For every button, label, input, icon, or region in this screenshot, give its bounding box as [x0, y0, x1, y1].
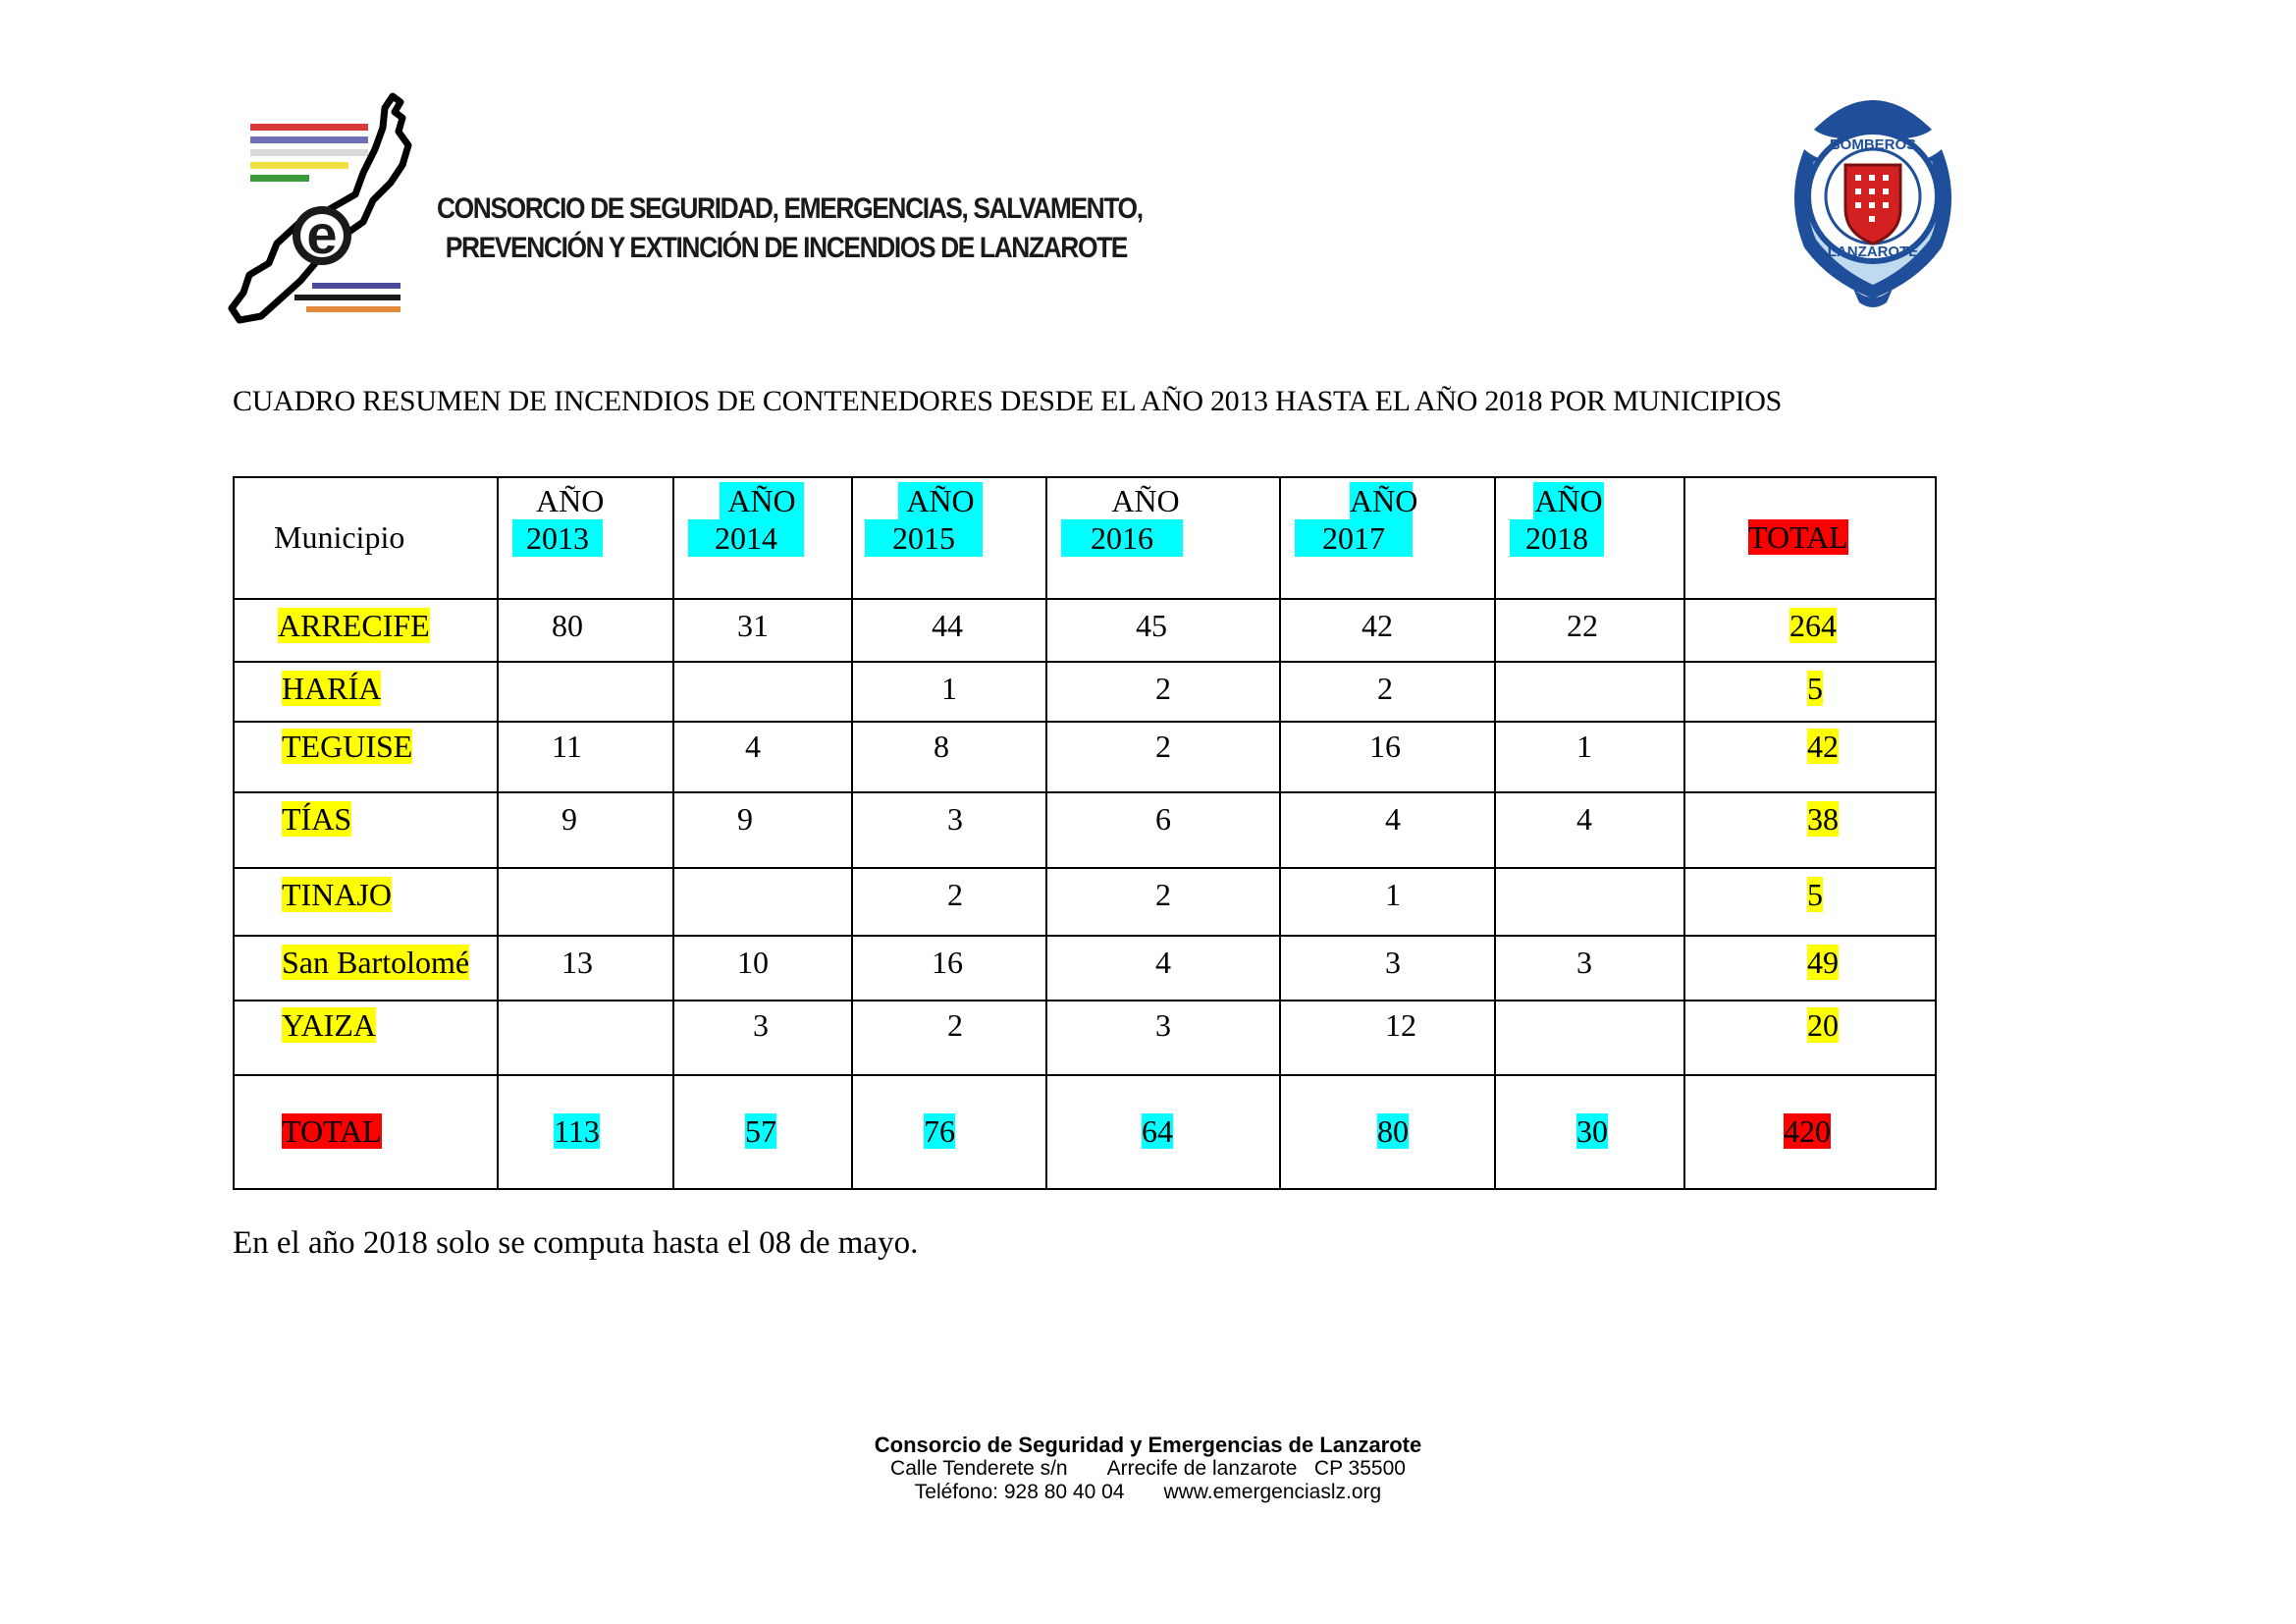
- municipio-cell: [234, 599, 498, 662]
- value-cell-2014: [673, 599, 852, 662]
- footer-address: Calle Tenderete s/n: [890, 1457, 1068, 1480]
- value-cell-2013: [498, 599, 673, 662]
- municipio-name: YAIZA: [282, 1007, 376, 1043]
- header-year-2013: [498, 477, 673, 599]
- header-year-2018: [1495, 477, 1684, 599]
- cell-value: 42: [1362, 608, 1393, 643]
- year-total-cell-2013: [498, 1075, 673, 1189]
- value-cell-2014: [673, 722, 852, 792]
- value-cell-2013: [498, 722, 673, 792]
- row-total-cell: [1684, 599, 1936, 662]
- value-cell-2015: [852, 1001, 1046, 1075]
- cell-value: 16: [932, 945, 963, 980]
- value-cell-2013: [498, 868, 673, 936]
- org-name-line1: CONSORCIO DE SEGURIDAD, EMERGENCIAS, SALVAMENTO,: [437, 192, 1143, 225]
- value-cell-2018: [1495, 1001, 1684, 1075]
- grand-total-cell: [1684, 1075, 1936, 1189]
- cell-value: 10: [737, 945, 769, 980]
- footer-org-name: Consorcio de Seguridad y Emergencias de Lanzarote: [874, 1433, 1422, 1457]
- totals-label-cell: [234, 1075, 498, 1189]
- municipio-name: TÍAS: [282, 801, 352, 837]
- badge-bottom-text: LANZAROTE: [1827, 244, 1919, 260]
- year-2014-label: 2014: [688, 519, 804, 557]
- cell-value: 13: [561, 945, 593, 980]
- row-total-cell: [1684, 1001, 1936, 1075]
- cell-value: 4: [745, 729, 761, 764]
- value-cell-2015: [852, 662, 1046, 722]
- municipio-name: TEGUISE: [282, 729, 413, 764]
- row-total-cell: [1684, 792, 1936, 868]
- value-cell-2016: [1046, 599, 1280, 662]
- row-total-value: 38: [1807, 801, 1839, 837]
- page-footer: [0, 1434, 2296, 1504]
- year-total-cell-2014: [673, 1075, 852, 1189]
- cell-value: 44: [932, 608, 963, 643]
- row-total-value: 5: [1807, 877, 1823, 912]
- value-cell-2018: [1495, 792, 1684, 868]
- bomberos-badge: [1785, 71, 1961, 311]
- value-cell-2016: [1046, 1001, 1280, 1075]
- consorcio-logo: [226, 88, 442, 334]
- table-row: [234, 868, 1936, 936]
- row-total-value: 264: [1789, 608, 1837, 643]
- grand-total-value: 420: [1784, 1113, 1831, 1149]
- table-row: [234, 936, 1936, 1001]
- municipio-cell: [234, 1001, 498, 1075]
- cell-value: 2: [1155, 729, 1171, 764]
- municipio-header-label: Municipio: [274, 519, 405, 555]
- value-cell-2017: [1280, 722, 1495, 792]
- summary-table: [233, 476, 1937, 1190]
- year-word-2016: AÑO: [1111, 483, 1180, 518]
- year-total-cell-2018: [1495, 1075, 1684, 1189]
- municipio-cell: [234, 722, 498, 792]
- municipio-name: TINAJO: [282, 877, 392, 912]
- table-row: [234, 599, 1936, 662]
- cell-value: 1: [941, 671, 957, 706]
- value-cell-2017: [1280, 792, 1495, 868]
- value-cell-2014: [673, 868, 852, 936]
- cell-value: 6: [1155, 801, 1171, 837]
- cell-value: 2: [947, 877, 963, 912]
- year-total-cell-2016: [1046, 1075, 1280, 1189]
- value-cell-2017: [1280, 868, 1495, 936]
- value-cell-2015: [852, 868, 1046, 936]
- header-municipio: [234, 477, 498, 599]
- organization-name: [437, 189, 1143, 268]
- header-year-2016: [1046, 477, 1280, 599]
- cell-value: 3: [753, 1007, 769, 1043]
- badge-top-text: BOMBEROS: [1829, 136, 1917, 153]
- year-word-2013: AÑO: [536, 483, 605, 518]
- year-word-2018: AÑO: [1534, 483, 1603, 518]
- municipio-cell: [234, 662, 498, 722]
- total-header-label: TOTAL: [1748, 519, 1848, 555]
- table-row: [234, 1001, 1936, 1075]
- value-cell-2018: [1495, 868, 1684, 936]
- value-cell-2014: [673, 1001, 852, 1075]
- year-total-value: 64: [1142, 1113, 1173, 1149]
- footer-website[interactable]: www.emergenciaslz.org: [1163, 1481, 1382, 1503]
- year-total-cell-2015: [852, 1075, 1046, 1189]
- row-total-cell: [1684, 722, 1936, 792]
- value-cell-2016: [1046, 868, 1280, 936]
- cell-value: 3: [1155, 1007, 1171, 1043]
- header-year-2017: [1280, 477, 1495, 599]
- value-cell-2017: [1280, 1001, 1495, 1075]
- year-word-2014: AÑO: [720, 482, 804, 519]
- row-total-cell: [1684, 936, 1936, 1001]
- cell-value: 2: [1155, 877, 1171, 912]
- municipio-name: ARRECIFE: [278, 608, 430, 643]
- header-year-2014: [673, 477, 852, 599]
- row-total-value: 20: [1807, 1007, 1839, 1043]
- row-total-cell: [1684, 662, 1936, 722]
- cell-value: 4: [1385, 801, 1401, 837]
- value-cell-2017: [1280, 662, 1495, 722]
- table-row: [234, 722, 1936, 792]
- footer-contact-line: [0, 1481, 2296, 1504]
- cell-value: 2: [1155, 671, 1171, 706]
- year-total-value: 30: [1576, 1113, 1608, 1149]
- row-total-value: 49: [1807, 945, 1839, 980]
- totals-row: [234, 1075, 1936, 1189]
- municipio-cell: [234, 792, 498, 868]
- cell-value: 12: [1385, 1007, 1416, 1043]
- value-cell-2013: [498, 662, 673, 722]
- footer-address-line: [0, 1457, 2296, 1481]
- cell-value: 31: [737, 608, 769, 643]
- value-cell-2014: [673, 936, 852, 1001]
- value-cell-2014: [673, 662, 852, 722]
- municipio-name: San Bartolomé: [282, 945, 470, 980]
- cell-value: 4: [1155, 945, 1171, 980]
- year-total-value: 80: [1377, 1113, 1409, 1149]
- value-cell-2015: [852, 722, 1046, 792]
- value-cell-2014: [673, 792, 852, 868]
- row-total-value: 42: [1807, 729, 1839, 764]
- table-row: [234, 792, 1936, 868]
- year-2015-label: 2015: [865, 519, 983, 557]
- cell-value: 11: [552, 729, 582, 764]
- value-cell-2018: [1495, 599, 1684, 662]
- value-cell-2016: [1046, 792, 1280, 868]
- value-cell-2016: [1046, 936, 1280, 1001]
- cell-value: 9: [561, 801, 577, 837]
- header-total: [1684, 477, 1936, 599]
- value-cell-2016: [1046, 722, 1280, 792]
- value-cell-2013: [498, 1001, 673, 1075]
- year-total-value: 76: [924, 1113, 955, 1149]
- value-cell-2015: [852, 936, 1046, 1001]
- year-2016-label: 2016: [1061, 519, 1183, 557]
- year-2013-label: 2013: [512, 519, 603, 557]
- footnote: En el año 2018 solo se computa hasta el 08 de mayo.: [233, 1225, 919, 1261]
- row-total-cell: [1684, 868, 1936, 936]
- cell-value: 22: [1567, 608, 1598, 643]
- year-2017-label: 2017: [1295, 519, 1413, 557]
- municipio-cell: [234, 868, 498, 936]
- document-title: CUADRO RESUMEN DE INCENDIOS DE CONTENEDORES DESDE EL AÑO 2013 HASTA EL AÑO 2018 POR MUNICIPIOS: [233, 385, 1783, 417]
- cell-value: 80: [552, 608, 583, 643]
- cell-value: 2: [1377, 671, 1393, 706]
- municipio-cell: [234, 936, 498, 1001]
- cell-value: 9: [737, 801, 753, 837]
- year-total-cell-2017: [1280, 1075, 1495, 1189]
- cell-value: 1: [1385, 877, 1401, 912]
- cell-value: 45: [1136, 608, 1167, 643]
- table-row: [234, 662, 1936, 722]
- table-header-row: [234, 477, 1936, 599]
- year-2018-label: 2018: [1510, 519, 1604, 557]
- year-total-value: 113: [554, 1113, 600, 1149]
- cell-value: 1: [1576, 729, 1592, 764]
- year-word-2015: AÑO: [898, 482, 983, 519]
- value-cell-2013: [498, 936, 673, 1001]
- year-word-2017: AÑO: [1350, 483, 1418, 518]
- value-cell-2015: [852, 599, 1046, 662]
- year-total-value: 57: [745, 1113, 776, 1149]
- value-cell-2013: [498, 792, 673, 868]
- totals-label: TOTAL: [282, 1113, 382, 1149]
- cell-value: 2: [947, 1007, 963, 1043]
- cell-value: 3: [1385, 945, 1401, 980]
- value-cell-2017: [1280, 936, 1495, 1001]
- cell-value: 8: [934, 729, 949, 764]
- org-name-line2: PREVENCIÓN Y EXTINCIÓN DE INCENDIOS DE LANZAROTE: [445, 232, 1128, 264]
- value-cell-2016: [1046, 662, 1280, 722]
- cell-value: 3: [947, 801, 963, 837]
- cell-value: 16: [1369, 729, 1401, 764]
- value-cell-2018: [1495, 662, 1684, 722]
- value-cell-2017: [1280, 599, 1495, 662]
- cell-value: 3: [1576, 945, 1592, 980]
- footer-city: Arrecife de lanzarote: [1106, 1457, 1298, 1480]
- value-cell-2015: [852, 792, 1046, 868]
- municipio-name: HARÍA: [282, 671, 382, 706]
- value-cell-2018: [1495, 722, 1684, 792]
- value-cell-2018: [1495, 936, 1684, 1001]
- footer-phone: Teléfono: 928 80 40 04: [914, 1481, 1125, 1503]
- footer-cp: CP 35500: [1313, 1457, 1406, 1480]
- row-total-value: 5: [1807, 671, 1823, 706]
- cell-value: 4: [1576, 801, 1592, 837]
- logo-letter: e: [306, 203, 338, 265]
- header-year-2015: [852, 477, 1046, 599]
